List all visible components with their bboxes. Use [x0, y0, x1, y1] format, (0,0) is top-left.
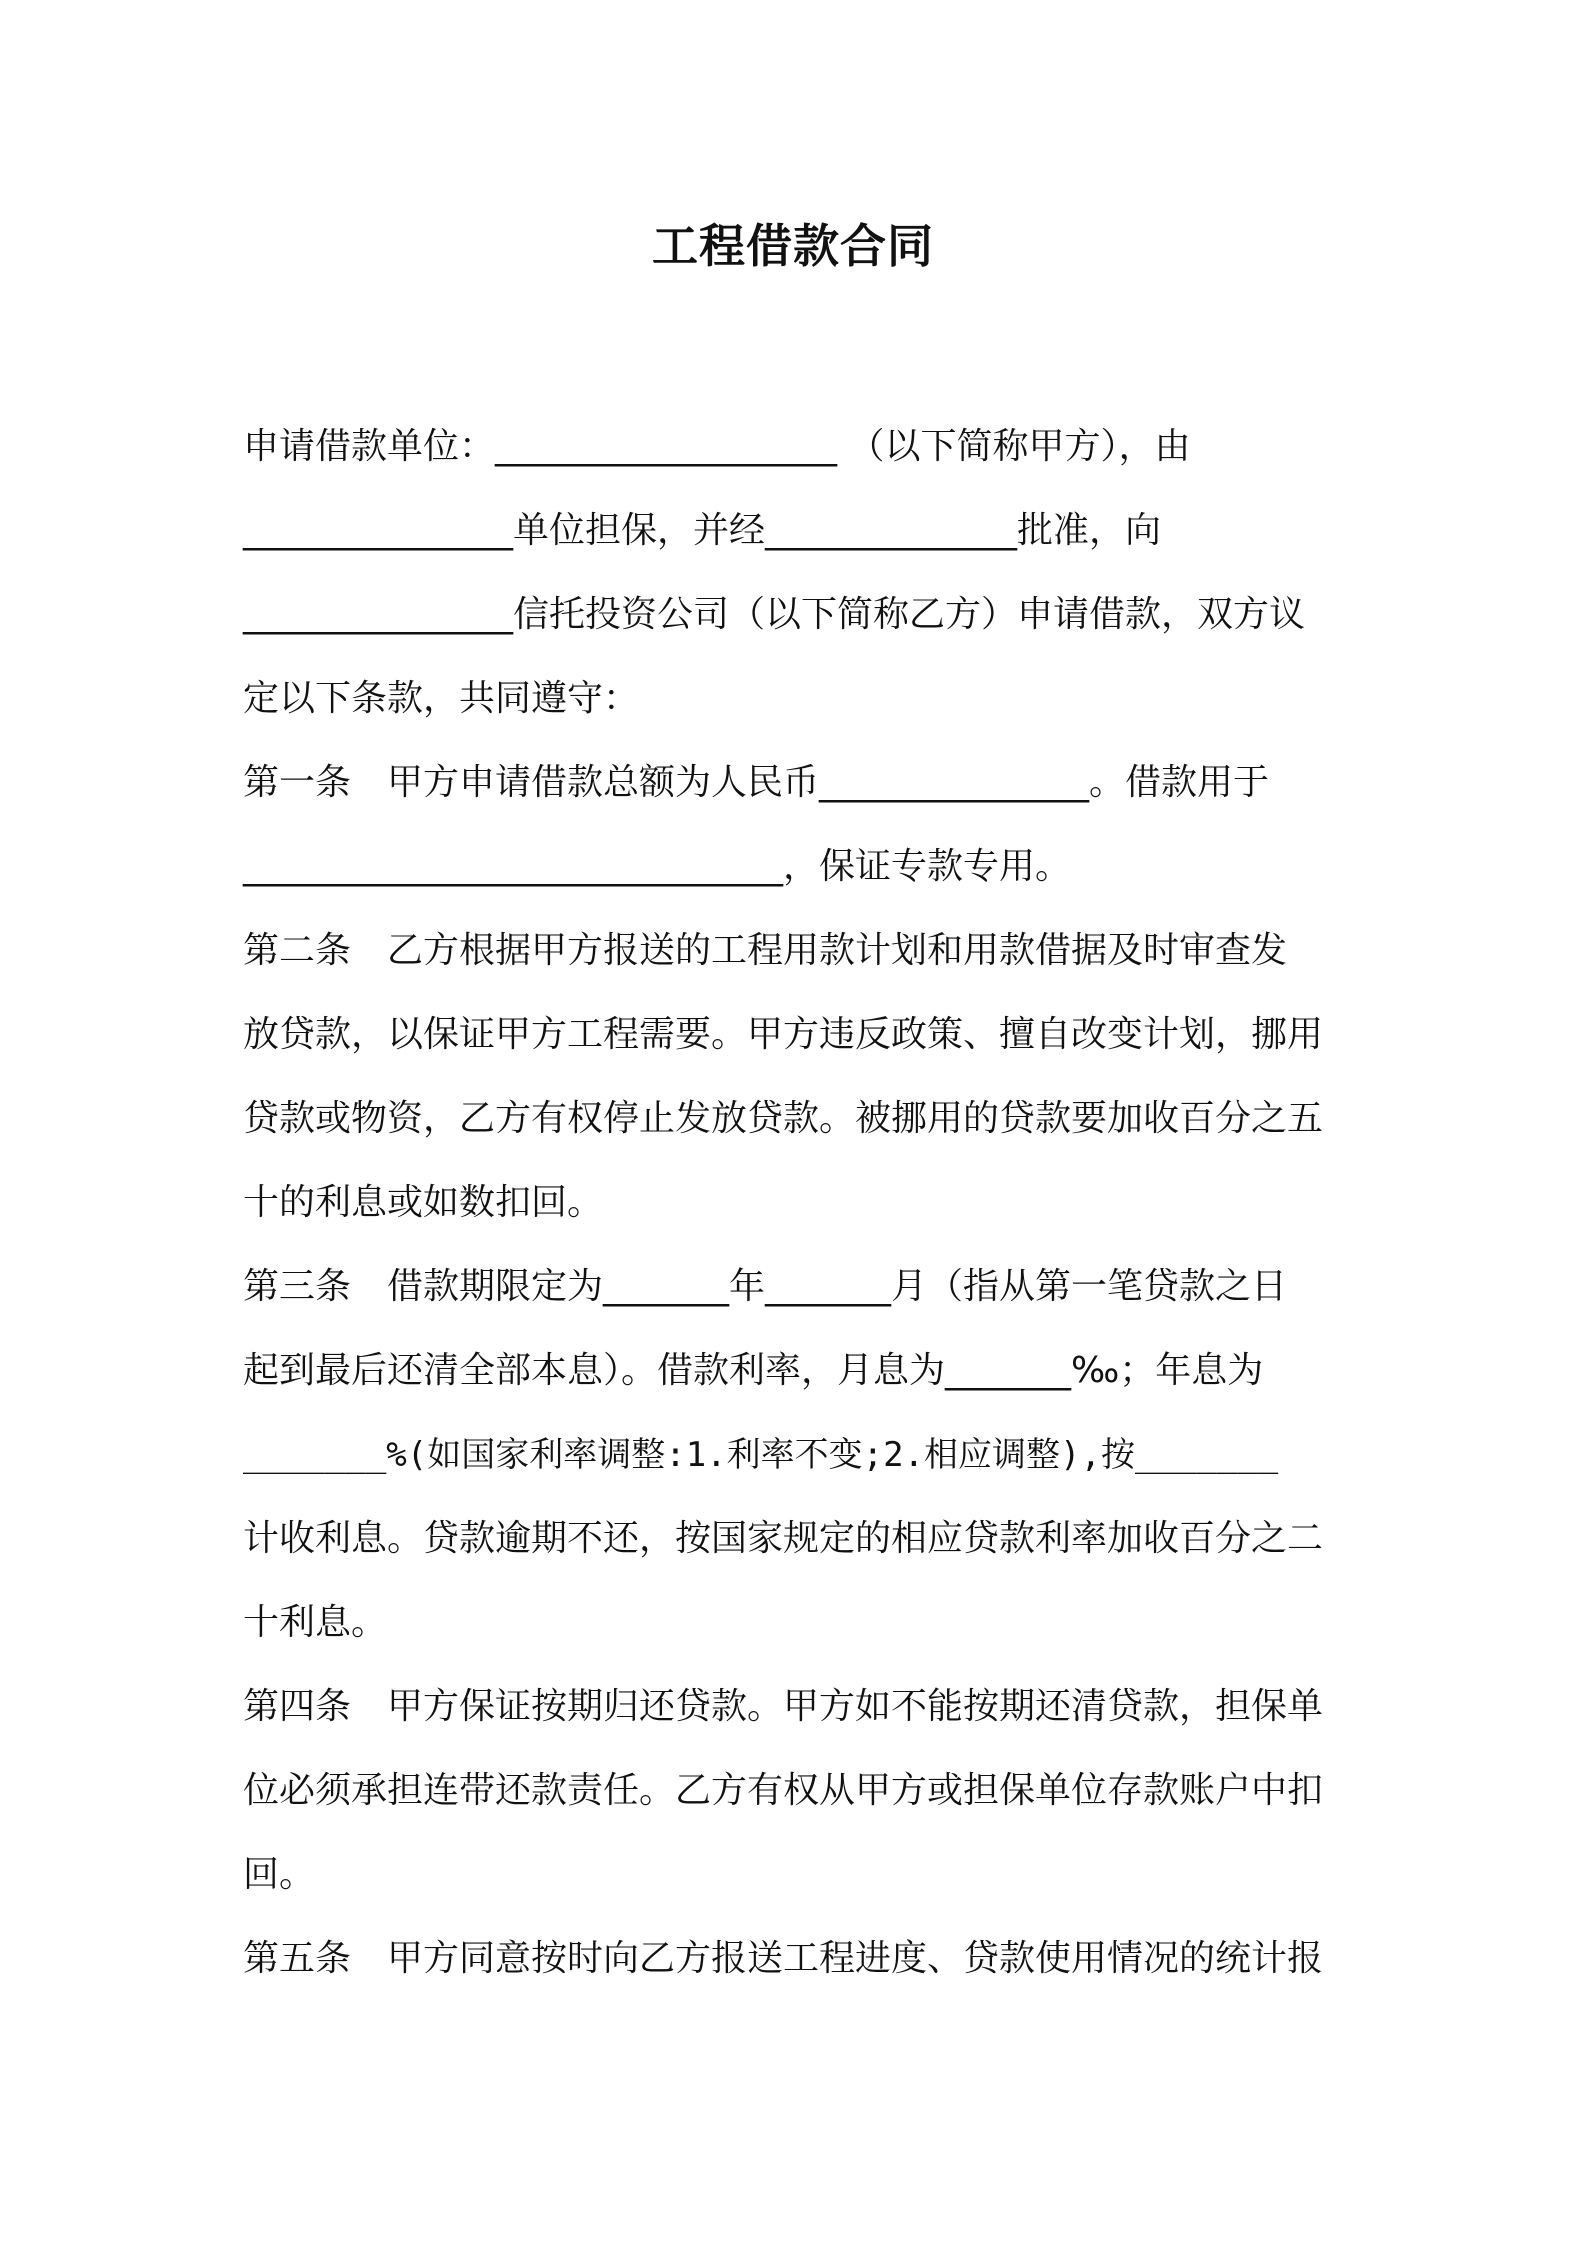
article-2-line: 贷款或物资，乙方有权停止发放贷款。被挪用的贷款要加收百分之五	[243, 1098, 1324, 1139]
contract-line: _______________信托投资公司（以下简称乙方）申请借款，双方议	[243, 594, 1306, 635]
article-5-line: 第五条 甲方同意按时向乙方报送工程进度、贷款使用情况的统计报	[243, 1938, 1324, 1979]
article-3-line: _______%(如国家利率调整:1.利率不变;2.相应调整),按_______	[243, 1435, 1279, 1475]
article-3-line: 第三条 借款期限定为_______年_______月（指从第一笔贷款之日	[243, 1266, 1288, 1307]
article-1-line: ______________________________，保证专款专用。	[243, 846, 1072, 887]
contract-line: 申请借款单位：___________________ （以下简称甲方），由	[243, 426, 1191, 467]
article-4-line: 第四条 甲方保证按期归还贷款。甲方如不能按期还清贷款，担保单	[243, 1686, 1324, 1727]
article-3-line: 十利息。	[243, 1602, 388, 1643]
article-1-line: 第一条 甲方申请借款总额为人民币_______________。借款用于	[243, 762, 1270, 803]
article-2-line: 第二条 乙方根据甲方报送的工程用款计划和用款借据及时审查发	[243, 930, 1288, 971]
article-2-line: 十的利息或如数扣回。	[243, 1182, 604, 1223]
article-2-line: 放贷款，以保证甲方工程需要。甲方违反政策、擅自改变计划，挪用	[243, 1014, 1324, 1055]
page-title: 工程借款合同	[652, 219, 934, 273]
article-4-line: 位必须承担连带还款责任。乙方有权从甲方或担保单位存款账户中扣	[243, 1770, 1324, 1811]
article-3-line: 起到最后还清全部本息）。借款利率，月息为_______‰；年息为	[243, 1350, 1264, 1391]
contract-body	[243, 405, 1363, 2001]
contract-line: 定以下条款，共同遵守：	[243, 678, 640, 719]
article-3-line: 计收利息。贷款逾期不还，按国家规定的相应贷款利率加收百分之二	[243, 1518, 1324, 1559]
contract-line: _______________单位担保，并经______________批准，向	[243, 510, 1162, 551]
article-4-line: 回。	[243, 1854, 316, 1895]
